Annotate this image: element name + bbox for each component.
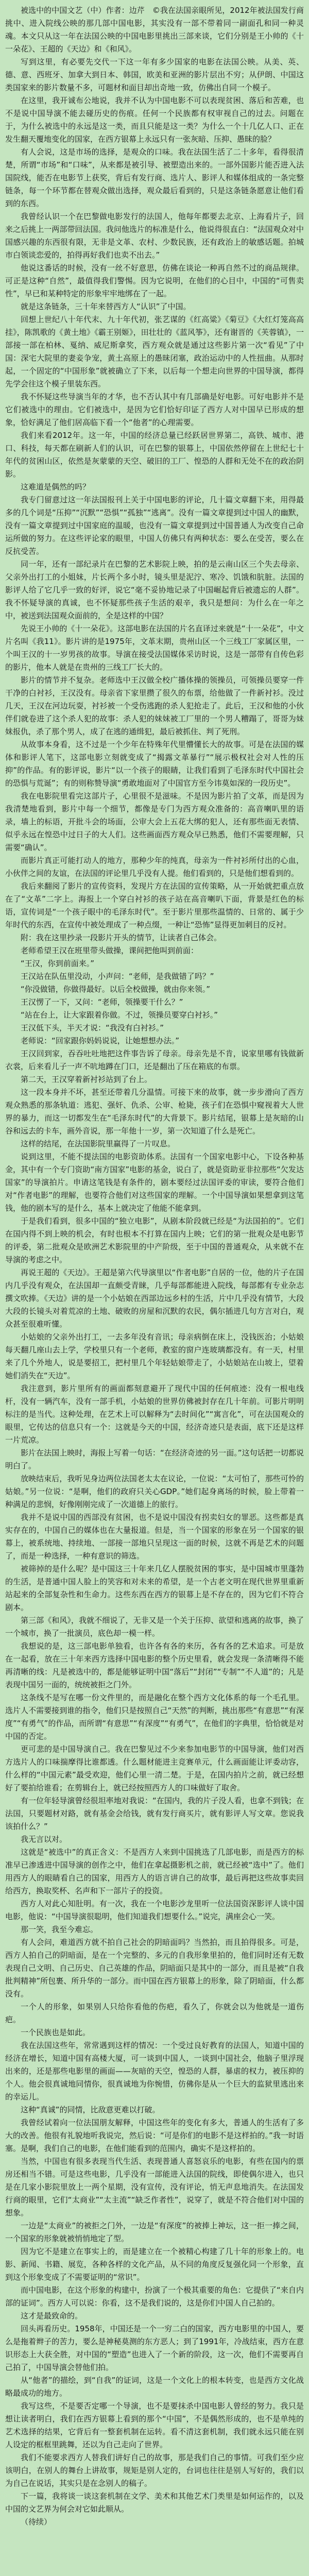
article-paragraph: “王汉，你到前面来。”	[21, 959, 95, 968]
article-paragraph: 第二天，王汉穿着新衬衫站到了台上。	[21, 1075, 152, 1084]
article-paragraph: 老师希望王汉在班里带头做操，课间把他叫到前面：	[21, 946, 199, 955]
article-paragraph: 而中国电影，在这个形象的构建中，扮演了一个极其重要的角色：它提供了“来自内部的证词”。西方人可以说：你看，这不是我们说的，这是你们中国人自己拍的。	[5, 2285, 304, 2308]
article-paragraph: 附：我在这里抄录一段影片开头的情节，让读者自己体会。	[21, 933, 222, 942]
article-paragraph: 王汉回到家，吞吞吐吐地把这件事告诉了母亲。母亲先是不肯，说家里哪有钱做新衣裳，后来看儿子一声不吭地蹲在门口，还是翻出了压在箱底的布票。	[5, 1049, 304, 1071]
article-paragraph: 有一位年轻导演曾经很坦率地对我说：“在国内，我的片子没人看，也拿不到钱；在法国，只要题材对路，就有基金会给钱，就有发行商买片，就有影评人写文章。您说我该拍什么？”	[5, 1796, 304, 1831]
article-title: 被选中的中国文艺（中）	[21, 6, 106, 15]
article-paragraph: 一个民族也是如此。	[21, 2028, 91, 2037]
article-paragraph: 第三部《和风》，我就不细说了，无非又是一个关于压抑、欲望和逃离的故事，换了一个城市，换了一批演员，底色却一模一样。	[5, 1616, 304, 1638]
to-be-continued-mark: （待续）	[21, 2517, 52, 2527]
article-paragraph: 从故事本身看，这不过是一个少年在特殊年代里懵懂长大的故事。可是在法国的媒体和影评人笔下，这部电影立刻就变成了“揭露文革暴行”“展示极权社会对人性的压抑”的作品。有的影评说，影片“以一个孩子的眼睛，让我们看到了毛泽东时代中国社会的恐惧与荒诞”；有的则称赞导演“勇敢地面对了中国官方至今讳莫如深的一段历史”。	[5, 740, 304, 788]
article-paragraph: 回头再看历史。1958年，中国还是一个一穷二白的国家，西方电影里的中国人，要么是拖着辫子的苦力，要么是神秘莫测的东方恶人；到了1991年，冷战结束，西方在意识形态上大获全胜，对中国的“塑造”也进入了一个新的阶段，这一次，他们不需要再自己拍了，中国导演会替他们拍。	[5, 2324, 304, 2372]
article-paragraph: 再说王超的《天边》。王超是第六代导演里以“作者电影”自居的一位，他的片子在国内几乎没有观众，在法国却一直颇受青睐，几乎每部都能进入院线，每部都有专业杂志撰文吹捧。《天边》讲的是一个小姑娘在西部边远乡村的生活，片中几乎没有情节，大段大段的长镜头对着荒凉的土地、破败的房屋和沉默的农民，偶尔插进几句方言对白，观众甚至很难听懂。	[5, 1268, 304, 1329]
article-paragraph: 而影片真正可能打动人的地方，那种少年的纯真，母亲为一件衬衫所付出的心血，小伙伴之间的友谊，在法国的评论里几乎没有人提。他们看到的，只是他们想看到的。	[5, 856, 304, 878]
article-paragraph: 从“他者”的描绘，到“自我”的证词，这是一个文化上的根本转变，也是西方文化战略最成功的地方。	[5, 2376, 304, 2398]
article-paragraph: 王汉愣了一下，又问：“老师，领操要干什么？”	[21, 997, 183, 1007]
article-paragraph: 回想上世纪八十年代末、九十年代初，张艺谋的《红高粱》《菊豆》《大红灯笼高高挂》，陈凯歌的《黄土地》《霸王别姬》，田壮壮的《蓝风筝》，还有谢晋的《芙蓉镇》，一部接一部在柏林、戛纳、威尼斯拿奖，西方观众就是通过这些影片第一次“看见”了中国：深宅大院里的妻妾争宠，黄土高原上的愚昧闭塞，政治运动中的人性扭曲。从那时起，一个固定的“中国形象”就被确立了下来，以后每一个想走向世界的中国导演，都得先学会往这个模子里装东西。	[5, 315, 304, 388]
article-paragraph: 一个人的形象，如果别人只给你看他的伤疤，看久了，你就会以为他就是一道伤疤。	[5, 2002, 304, 2024]
article-paragraph: 被筛掉的是什么呢？是中国这三十年来几亿人摆脱贫困的事实，是中国城市里蓬勃的生活，是普通中国人脸上的笑容和对未来的希望，是一个古老文明在现代世界里重新站起来的全部复杂性和生命力。这些东西在西方的银幕上是不存在的，因为它们不符合剧本。	[5, 1564, 304, 1612]
article-paragraph: 同一年，还有一部纪录片在巴黎的艺术影院上映，拍的是云南山区三个失去母亲、父亲外出打工的小姐妹，片长两个多小时，镜头里是泥泞、寒冷、饥饿和肮脏。法国的影评人给了它几乎一致的好评，说它“毫不妥协地记录了中国崛起背后被遗忘的人群”。我不怀疑导演的真诚，也不怀疑那些孩子生活的艰辛，我只是想问：为什么在一年之中，被送到法国观众面前的，全是这样的中国？	[5, 560, 304, 620]
article-paragraph: 说到这里，不能不提法国的电影资助体系。法国有一个国家电影中心，下设各种基金，其中有一个专门资助“南方国家”电影的基金，说白了，就是资助亚非拉那些“欠发达国家”的导演拍片。申请这笔钱是有条件的，剧本要经过法国评委的审读，要符合他们对“作者电影”的理解，也要符合他们对这些国家的理解。一个中国导演如果想拿到这笔钱，他的剧本写的是什么，基本上就决定了他能不能拿到。	[5, 1152, 304, 1213]
article-paragraph: 影片的情节并不复杂。老师选中王汉做全校广播体操的领操员，可领操员要穿一件干净的白衬衫，王汉没有。母亲省下家里攒了很久的布票，给他做了一件新衬衫。没过几天，王汉在河边玩耍，衬衫被一个受伤逃跑的杀人犯抢走了。此后，王汉和他的小伙伴们就卷进了这个杀人犯的故事：杀人犯的妹妹被工厂里的一个男人糟蹋了，哥哥为妹妹报仇，杀了那个男人，成了在逃的通缉犯，最后被抓住、判了死刑。	[5, 675, 304, 736]
article-intro-text: ©我在法国亲眼所见，2012年被法国发行商挑中、进入院线公映的那几部中国电影，其实没有一部不带着同一副面孔和同一种灵魂。本文只从这一年在法国公映的中国电影里挑出三部来谈，它们分别是王小帅的《十一朵花》、王超的《天边》和《和风》。	[5, 6, 304, 54]
article-paragraph: 于是我们看到，很多中国的“独立电影”，从剧本阶段就已经是“为法国拍的”。它们在国内得不到上映的机会，有时也根本不打算在国内上映；它们的第一批观众是电影节的评委，第二批观众是欧洲艺术影院里的中产阶级，至于中国的普通观众，从来就不在导演的考虑之中。	[5, 1216, 304, 1264]
article-paragraph: 我曾经试着向一位法国朋友解释，中国这些年的变化有多大，普通人的生活有了多大的改善。他很有礼貌地听我说完，然后说：“可是你们的电影不是这样拍的。”我一时语塞。是啊，我们自己的电影，在他们能看到的范围内，确实不是这样拍的。	[5, 2118, 304, 2153]
article-paragraph: 我想说的是，这三部电影单独看，也许各有各的来历，各有各的艺术追求。可是放在一起看，放在三十年来西方选择中国电影的整个历史里看，就会发现一条清晰得不能再清晰的线：凡是被选中的，都是能够证明中国“落后”“封闭”“专制”“不人道”的；凡是表现中国另一面的，统统被拒之门外。	[5, 1641, 304, 1689]
article-paragraph: 王汉站在队伍里没动，小声问：“老师，是我做错了吗？”	[21, 972, 214, 981]
article-paragraph: 写到这里，有必要先交代一下这一年有多少国家的电影在法国公映。从美、英、德、意、西班牙、加拿大到日本、韩国，欧美和亚洲的影片层出不穷；从伊朗、中国这类国家来的影片数量不多，可题材和面目却出奇地一致，仿佛出自同一个模子。	[5, 57, 304, 92]
article-paragraph: 我在电影院里看完这部片子，心里很不是滋味。不是因为影片拍了文革，而是因为我清楚地看到，影片中每一个细节，都像是专门为西方观众准备的：高音喇叭里的语录，墙上的标语，开批斗会的场面，公审大会上五花大绑的犯人，还有那些面无表情、似乎永远在惶恐中过日子的大人们。这些画面西方观众早已熟悉，他们不需要理解，只需要“确认”。	[5, 791, 304, 852]
article-paragraph: 这才是最致命的。	[21, 2311, 83, 2320]
article-paragraph: “你没做错，你做得最好。以后全校做操，就由你来领。”	[21, 985, 211, 994]
article-paragraph: 这种“真诚”的同情，比敌意更难以打破。	[21, 2105, 160, 2114]
article-paragraph: 我后来翻阅了影片的宣传资料，发现片方在法国的宣传策略，从一开始就把重点放在了“文革”二字上。海报上一个穿白衬衫的孩子站在高音喇叭下面，背景是红色的标语，宣传词是“一个孩子眼中的毛泽东时代”。至于影片里那些温情的、日常的、属于少年时代的东西，在宣传中被处理成了一种点缀，一种让“恐怖”显得更加刺目的反衬。	[5, 882, 304, 929]
article-paragraph: 有人会说，这是市场的选择，是观众的口味。我在法国生活了二十多年，看得很清楚，所谓“市场”和“口味”，从来都是被引导、被塑造出来的。一部外国影片能否进入法国院线，能否在电影节上获奖，背后有发行商、选片人、影评人和媒体组成的一条完整链条，每一个环节都在替观众做出选择，观众最后看到的，只是这条链条愿意让他们看到的东西。	[5, 147, 304, 208]
article-paragraph: 在这里，我开诚布公地说，我并不认为中国电影不可以表现贫困、落后和苦难，也不是说中国导演不能去碰历史的伤痕。任何一个民族都有权审视自己的过去。问题在于，为什么被选中的永远是这一类，而且只能是这一类？为什么一个十几亿人口、正在发生翻天覆地变化的国家，在西方银幕上永远只有一张灰暗、压抑、愚昧的脸？	[5, 96, 304, 144]
article-paragraph: 这条线不是写在哪一份文件里的，而是融化在整个西方文化体系的每一个毛孔里。选片人不需要接到谁的指令，他们只是按照自己“天然”的判断，挑出那些“有意思”“有深度”“有勇气”的作品，而所谓“有意思”“有深度”“有勇气”，在他们的字典里，恰恰就是对中国的否定。	[5, 1693, 304, 1741]
article-paragraph: 放映结束后，我听见身边两位法国老太太在议论，一位说：“太可怕了，那些可怜的姑娘。”另一位说：“是啊，他们的政府只关心GDP。”她们起身离场的时候，脸上带着一种满足的悲悯，好像刚刚完成了一次道德上的旅行。	[5, 1474, 304, 1509]
article-paragraph: 这就是“被选中”的真正含义：不是西方人来到中国挑选了几部电影，而是西方的标准早已渗透进中国导演的创作之中，他们在拿起摄影机之前，就已经被“选中”了。他们用西方人的眼睛看自己的国家，用西方人的语言讲自己的故事，最后再把这些故事卖回给西方，换取奖杯、名声和下一部片子的投资。	[5, 1848, 304, 1895]
article-paragraph: 我曾经认识一个在巴黎做电影发行的法国人，他每年都要去北京、上海看片子，回来之后挑上一两部带回法国。我问他选片的标准是什么，他说得很直白：“法国观众对中国感兴趣的东西很有限，无非是文革、农村、少数民族，还有政治上的敏感话题。拍城市白领谈恋爱的，拍得再好我们也卖不出去。”	[5, 212, 304, 260]
article-paragraph: 更可悲的是中国导演自己。我在巴黎见过不少来参加电影节的中国导演，他们对西方选片人的口味揣摩得比谁都透。什么题材能进主竞赛单元，什么画面能让评委动容，什么样的“中国元素”最受欢迎，他们心里一清二楚。于是，在国内拍片之前，就已经想好了要拍给谁看；在剪辑台上，就已经按照西方人的口味做好了取舍。	[5, 1744, 304, 1792]
article-paragraph: 这难道是偶然的吗？	[21, 482, 91, 492]
article-paragraph: 有人会问，难道西方就不拍自己社会的阴暗面吗？当然拍，而且拍得很多。可是，西方人拍自己的阴暗面，是在一个完整的、多元的自我形象里拍的，他们同时还有无数表现自己文明、自己历史、自己英雄的作品，阴暗面只是其中的一部分，而且是被“自我批判精神”所包裹、所升华的一部分。而中国在西方银幕上的形象，除了阴暗面，什么都没有。	[5, 1938, 304, 1998]
article-paragraph: 先说王小帅的《十一朵花》。这部电影在法国的片名直译过来就是“十一朵花”，中文片名叫《我11》。影片讲的是1975年，文革末期，贵州山区一个三线工厂家属区里，一个叫王汉的十一岁男孩的故事。导演在接受法国媒体采访时说，这是一部带有自传色彩的影片，他本人就是在贵州的三线工厂长大的。	[5, 624, 304, 672]
article-paragraph: 王汉低下头，半天才说：“我没有白衬衫。”	[21, 1023, 164, 1032]
article-paragraph: 一边是“太商业”的被拒之门外，一边是“有深度”的被捧上神坛，这一拒一捧之间，一个国家的形象就被悄悄地定了型。	[5, 2221, 304, 2243]
article-paragraph: 我无言以对。	[21, 1835, 67, 1844]
article-paragraph: 我专门留意过这一年法国报刊上关于中国电影的评论，几十篇文章翻下来，用得最多的几个词是“压抑”“沉默”“恐惧”“孤独”“逃离”。没有一篇文章提到过中国人的幽默，没有一篇文章提到过中国家庭的温暖，也没有一篇文章提到过中国普通人为改变自己命运所做的努力。在这些评论家的眼里，中国人仿佛只有两种状态：要么在受苦，要么在反抗受苦。	[5, 495, 304, 556]
article-paragraph: 老师说：“回家跟你妈妈说说，让她想想办法。”	[21, 1036, 180, 1045]
article-paragraph: 我写这些，不是要否定哪一个导演，也不是要抹杀中国电影人曾经的努力。我只是想让读者明白，我们在西方银幕上看到的那个“中国”，不是偶然形成的，也不是单纯的艺术选择的结果，它背后有一整套机制在运转。看不清这套机制，我们就永远只能在别人设定的框框里跳舞，还以为自己走向了世界。	[5, 2401, 304, 2449]
article-paragraph: 影片在法国上映时，海报上写着一句话：“在经济奇迹的另一面。”这句话把一切都说明白了。	[5, 1448, 304, 1470]
paragraph-list	[5, 56, 304, 2516]
article-paragraph: 我注意到，影片里所有的画面都刻意避开了现代中国的任何痕迹：没有一根电线杆，没有一辆汽车，没有一部手机，小姑娘的世界仿佛被封存在几十年前。可影片明明标注的是当代。这种处理，在艺术上可以解释为“去时间化”“寓言化”，可在法国观众的眼里，它传达的信息只有一个：这就是今天的中国，经济奇迹只是表面，底下还是这样一片荒凉。	[5, 1384, 304, 1445]
article-paragraph: 我们不能要求西方人替我们讲好自己的故事，那是我们自己的事情。可我们至少应该明白，在别人的舞台上讲故事，规矩是别人定的，台词也往往是别人写好的，我们以为自己在说话，其实只是在念别人的稿子。	[5, 2453, 304, 2488]
article-paragraph: 小姑娘的父亲外出打工，一去多年没有音讯；母亲病倒在床上，没钱医治；小姑娘每天翻几座山去上学，学校里只有一个老师，教室的窗户连玻璃都没有。有一天，村里来了几个外地人，说是要招工，把村里几个年轻姑娘带走了，小姑娘站在山坡上，望着她们消失在“天边”。	[5, 1332, 304, 1380]
article-paragraph: 那一笑，我至今难忘。	[21, 1925, 98, 1934]
article-intro	[5, 4, 304, 56]
article-paragraph: 我在法国这些年，常常遇到这样的情况：一个受过良好教育的法国人，知道中国的经济在增长，知道中国有高楼大厦，可一谈到中国人，一谈到中国社会，他脑子里浮现出来的，还是那些电影里的画面——灰暗的天空，惶恐的人群，暴虐的权力，被压抑的个人。他会很真诚地同情你，很真诚地为你惋惜，仿佛你是从一个巨大的监狱里逃出来的幸运儿。	[5, 2041, 304, 2102]
article-paragraph: 我并不是说中国的西部没有贫困，也不是说中国没有拐卖妇女的罪恶。这些都是真实存在的，中国自己的媒体也在大量报道。但是，当一个国家的形象在另一个国家的银幕上，被系统地、持续地、一部接一部地只呈现这一面的时候，这就不再是艺术的问题了，而是一种选择，一种有意识的筛选。	[5, 1513, 304, 1561]
article-paragraph: 他说这番话的时候，没有一丝不好意思，仿佛在谈论一种再自然不过的商品规律。可正是这种“自然”，最值得我们警惕。因为它说明，在他们的心目中，中国的“可售卖性”，早已和某种特定的形象牢牢地绑在了一起。	[5, 263, 304, 298]
article-paragraph: 我们来看2012年。这一年，中国的经济总量已经跃居世界第二，高铁、城市、港口、科技，每天都在刷新人们的认识，可在巴黎的银幕上，中国依然停留在上世纪七十年代的贫困山区，依然是灰蒙蒙的天空、破旧的工厂、惶恐的人群和无处不在的政治阴影。	[5, 431, 304, 479]
article-paragraph: 下一篇，我将谈一谈这套机制在文学、美术和其他艺术门类里是如何运作的，以及中国的文艺界为何会对它如此顺从。	[5, 2492, 304, 2514]
article-author: 作者：边芹	[106, 6, 152, 15]
article-paragraph: 我不怀疑这些导演当年的才华，也不否认其中有几部确是好电影。可好电影并不是它们被选中的理由。它们被选中，是因为它们恰好印证了西方人对中国早已形成的想象，恰好满足了他们居高临下看一个“他者”的心理需要。	[5, 392, 304, 427]
article-paragraph: 因为它不是建立在事实上的，而是建立在一个被精心构建了几十年的形象上的。电影、新闻、书籍、展览，各种各样的文化产品，从不同的角度反复强化同一个形象，直到这个形象变成了不需要证明的“常识”。	[5, 2247, 304, 2282]
article-paragraph: 这样的结尾，在法国影院里赢得了一片叹息。	[21, 1139, 176, 1148]
article-paragraph: “站在台上，让大家跟着你做。不过，领操员要穿白衬衫。”	[21, 1010, 218, 1020]
article-paragraph: 西方人对此心知肚明。有一次，我在一个电影沙龙里听一位法国资深影评人谈中国电影，他说：“中国导演很聪明，他们知道我们想要什么。”说完，满座会心一笑。	[5, 1899, 304, 1921]
article-paragraph: 就是这条链条，三十年来替西方人“认识”了中国。	[21, 302, 191, 311]
article-paragraph: 这一段本身并不坏，甚至还带着几分温情。可接下来的故事，就一步步滑向了西方观众熟悉的那条轨道：逃犯、强奸、仇杀、公审、枪毙，孩子们在恐惧中窥视着大人世界的暴力，而这一切都发生在“毛泽东时代”的大背景下。影片结尾，银幕上是灰暗的山谷和远去的卡车，画外音说，那一年他十一岁，第一次知道了什么是死亡。	[5, 1088, 304, 1136]
article-paragraph: 当然，中国也有很多表现当代生活、表现普通人喜怒哀乐的电影，有些在国内的票房还相当不错。可是这些电影，几乎没有一部能进入法国的院线，即使偶尔进入，也只是在几家小影院里放上一两个星期，没有宣传，没有评论，悄无声息地消失。在法国发行商的眼里，它们“太商业”“太主流”“缺乏作者性”，说穿了，就是不符合他们对中国的想象。	[5, 2157, 304, 2217]
